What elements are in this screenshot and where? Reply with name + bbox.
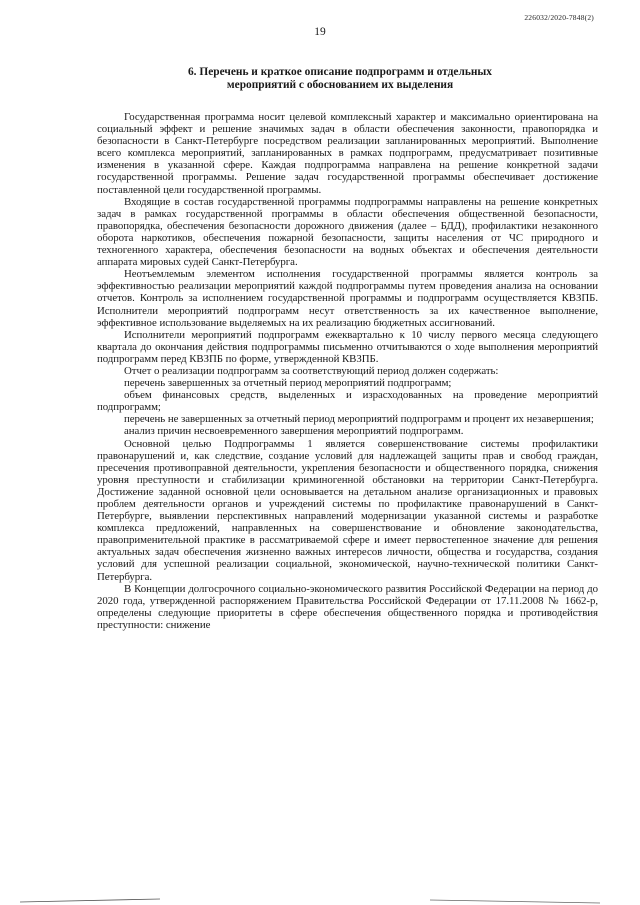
list-item: перечень завершенных за отчетный период мероприятий подпрограмм; xyxy=(124,377,452,390)
list-item: анализ причин несвоевременного завершения мероприятий подпрограмм. xyxy=(124,425,464,438)
paragraph: Исполнители мероприятий подпрограмм ежеквартально к 10 числу первого месяца следующего квартала до окончания действия подпрограммы письменно отчитываются о ходе выполнения мероприятий подпрограмм перед КВЗПБ по форме, утвержденной КВЗПБ. xyxy=(97,328,598,365)
list-item: перечень не завершенных за отчетный период мероприятий подпрограмм и процент их незавершения; xyxy=(124,413,594,426)
section-title xyxy=(150,66,530,92)
document-code: 226032/2020-7848(2) xyxy=(524,13,594,22)
paragraph: В Концепции долгосрочного социально-экономического развития Российской Федерации на период до 2020 года, утвержденной распоряжением Правительства Российской Федерации от 17.11.2008 № 1662-р, определены следующие приоритеты в сфере обеспечения общественного порядка и противодействия преступности: снижение xyxy=(97,582,598,631)
paragraph: Неотъемлемым элементом исполнения государственной программы является контроль за эффективностью реализации мероприятий каждой подпрограммы путем проведения анализа на основании отчетов. Контроль за исполнением государственной программы и подпрограмм осуществляется КВЗПБ. Исполнители мероприятий подпрограмм несут ответственность за их качественное выполнение, эффективное использование выделяемых на их реализацию бюджетных ассигнований. xyxy=(97,268,598,329)
paragraph: Входящие в состав государственной программы подпрограммы направлены на решение конкретных задач в рамках государственной программы в области обеспечения общественной безопасности, правопорядка, обеспечения безопасности дорожного движения (далее – БДД), профилактики незаконного оборота наркотиков, обеспечения пожарной безопасности, защиты населения от ЧС природного и техногенного характера, обеспечения безопасности на водных объектах и обеспечения деятельности аппарата мировых судей Санкт-Петербурга. xyxy=(97,195,598,269)
scan-edge-mark xyxy=(0,875,640,905)
paragraph: Отчет о реализации подпрограмм за соответствующий период должен содержать: xyxy=(124,364,499,377)
body-text xyxy=(97,111,598,631)
page-number: 19 xyxy=(314,26,326,38)
list-item: объем финансовых средств, выделенных и израсходованных на проведение мероприятий подпрограмм; xyxy=(97,389,598,414)
paragraph: Государственная программа носит целевой комплексный характер и максимально ориентирована на социальный эффект и решение значимых задач в области обеспечения законности, правопорядка и безопасности в Санкт-Петербурге посредством реализации запланированных мероприятий. Выполнение всего комплекса мероприятий, запланированных в рамках подпрограмм, предусматривает позитивные изменения в указанной сфере. Каждая подпрограмма направлена на решение конкретной задачи государственной программы. Решение задач государственной программы обеспечивает достижение поставленной цели государственной программы. xyxy=(97,111,598,196)
section-title-line-1: 6. Перечень и краткое описание подпрограмм и отдельных xyxy=(187,66,493,78)
paragraph: Основной целью Подпрограммы 1 является совершенствование системы профилактики правонарушений и, как следствие, создание условий для надлежащей защиты прав и свобод граждан, пресечения противоправной деятельности, укрепления безопасности и общественного порядка, снижения уровня преступности и стабилизации криминогенной обстановки на территории Санкт-Петербурга. Достижение заданной основной цели основывается на детальном анализе организационных и правовых проблем деятельности органов и учреждений системы по профилактике правонарушений в Санкт-Петербурге, выявлении перспективных направлений модернизации указанной системы и разработке комплекса предложений, направленных на совершенствование и обновление законодательства, правоприменительной практике в рассматриваемой сфере и имеет первостепенное значение для решения актуальных задач обеспечения жизненно важных интересов личности, общества и государства, создания условий для успешной реализации социальной, экономической, научно-технической политики Санкт-Петербурга. xyxy=(97,437,598,583)
section-title-line-2: мероприятий с обоснованием их выделения xyxy=(226,79,454,91)
